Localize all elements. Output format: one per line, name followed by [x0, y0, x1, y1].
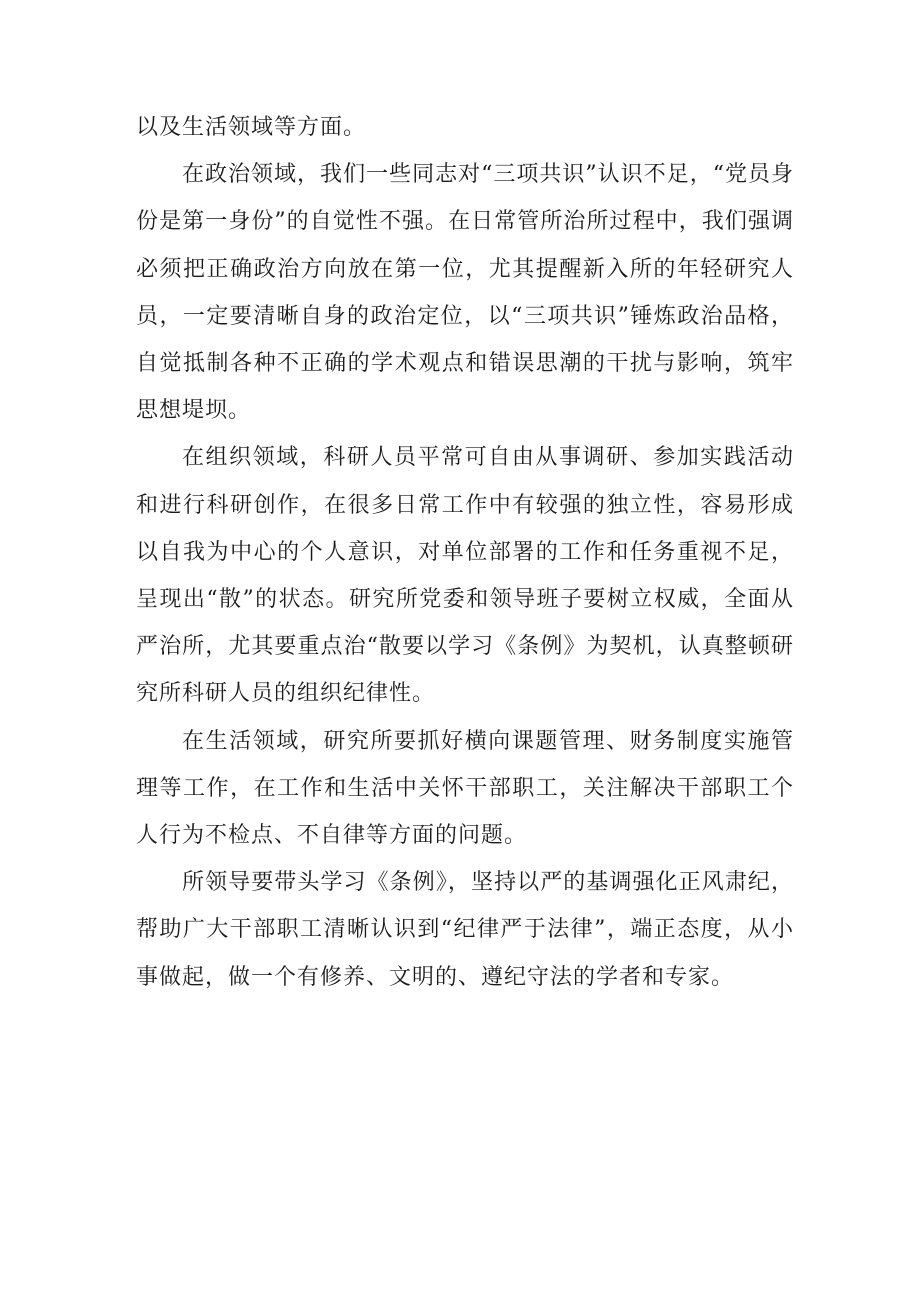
paragraph-political-field: 在政治领域，我们一些同志对“三项共识”认识不足，“党员身份是第一身份”的自觉性不强。在日常管所治所过程中，我们强调必须把正确政治方向放在第一位，尤其提醒新入所的年轻研究人员，一定要清晰自身的政治定位，以“三项共识”锤炼政治品格，自觉抵制各种不正确的学术观点和错误思潮的干扰与影响，筑牢思想堤坝。: [136, 162, 794, 424]
paragraph-continuation: 以及生活领域等方面。: [136, 115, 367, 140]
paragraph-life-field: 在生活领域，研究所要抓好横向课题管理、财务制度实施管理等工作，在工作和生活中关怀干部职工，关注解决干部职工个人行为不检点、不自律等方面的问题。: [136, 728, 794, 849]
document-body: [136, 104, 794, 1001]
paragraph-leadership: 所领导要带头学习《条例》，坚持以严的基调强化正风肃纪，帮助广大干部职工清晰认识到“纪律严于法律”，端正态度，从小事做起，做一个有修养、文明的、遵纪守法的学者和专家。: [136, 870, 794, 990]
paragraph-organizational-field: 在组织领域，科研人员平常可自由从事调研、参加实践活动和进行科研创作，在很多日常工作中有较强的独立性，容易形成以自我为中心的个人意识，对单位部署的工作和任务重视不足，呈现出“散”的状态。研究所党委和领导班子要树立权威，全面从严治所，尤其要重点治“散要以学习《条例》为契机，认真整顿研究所科研人员的组织纪律性。: [136, 445, 794, 707]
